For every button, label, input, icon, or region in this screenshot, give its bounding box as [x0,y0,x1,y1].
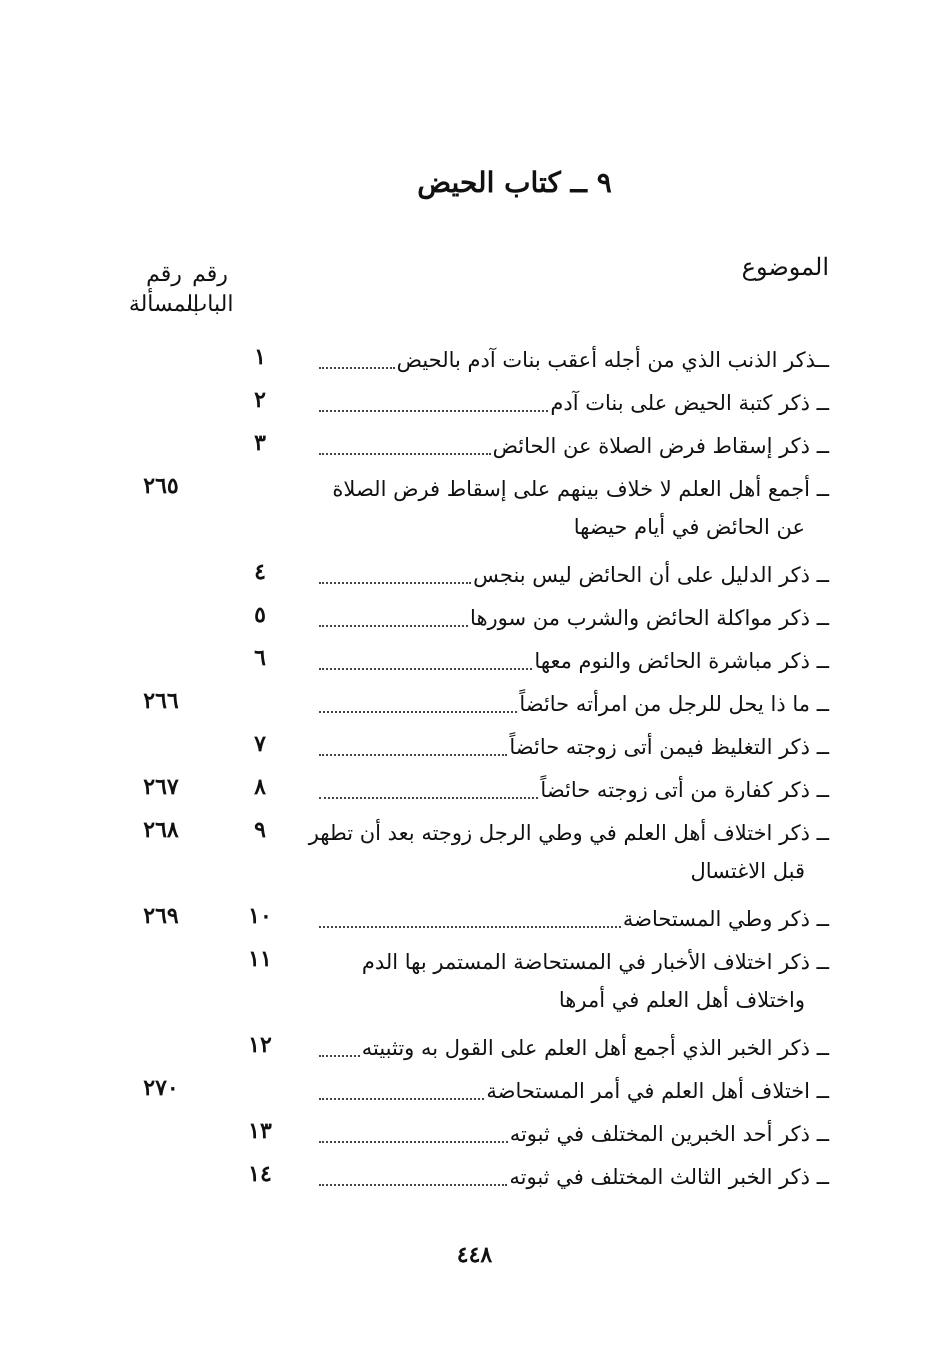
chapter-number: ٥ [254,602,266,628]
toc-row [0,637,949,680]
toc-list [0,336,949,1196]
issue-number: ٢٧٠ [143,1075,179,1101]
chapter-number: ١٢ [248,1032,272,1058]
issue-number: ٢٦٩ [143,903,179,929]
toc-topic-text: ــ ما ذا يحل للرجل من امرأته حائضاً [519,692,829,716]
page-number: ٤٤٨ [456,1242,493,1268]
toc-topic-text: ــ ذكر أحد الخبرين المختلف في ثبوته [509,1122,829,1146]
dot-leader [319,1141,508,1143]
column-header-chapter-number-line1: رقم [192,262,228,287]
dot-leader [319,582,471,584]
dot-leader [319,1055,360,1057]
toc-topic-text: ــ ذكر وطي المستحاضة [622,907,829,931]
toc-row [0,680,949,723]
toc-topic-text: ــ اختلاف أهل العلم في أمر المستحاضة [486,1079,829,1103]
toc-row [0,594,949,637]
toc-topic-line [319,594,829,637]
toc-row [0,336,949,379]
toc-topic-text: ــ ذكر الخبر الذي أجمع أهل العلم على القول به وتثبيته [361,1036,829,1060]
dot-leader [319,711,517,713]
toc-topic-line [319,1110,829,1153]
toc-topic-line [319,465,829,508]
toc-row [0,809,949,895]
toc-topic-line [319,336,829,379]
toc-row [0,465,949,551]
chapter-number: ١٣ [248,1118,272,1144]
toc-row [0,1110,949,1153]
toc-topic-text: ــذكر الذنب الذي من أجله أعقب بنات آدم بالحيض [396,348,829,372]
chapter-number: ١١ [248,946,272,972]
toc-topic-text: ــ ذكر كفارة من أتى زوجته حائضاً [540,778,829,802]
column-header-issue-number-line1: رقم [146,262,182,287]
chapter-number: ٤ [254,559,266,585]
chapter-number: ١ [254,344,266,370]
toc-topic-continuation: قبل الاغتسال [690,859,805,883]
issue-number: ٢٦٧ [143,774,179,800]
dot-leader [319,797,538,799]
column-header-issue-number [119,260,209,320]
toc-topic-line [319,637,829,680]
toc-row [0,1067,949,1110]
toc-row [0,938,949,1024]
issue-number: ٢٦٦ [143,688,179,714]
toc-topic-text: ــ ذكر اختلاف أهل العلم في وطي الرجل زوجته بعد أن تطهر [308,821,829,845]
dot-leader [319,1184,507,1186]
chapter-number: ٣ [254,430,266,456]
toc-row [0,422,949,465]
toc-row [0,766,949,809]
column-header-topic: الموضوع [741,253,829,281]
toc-row [0,723,949,766]
toc-topic-text: ــ ذكر التغليظ فيمن أتى زوجته حائضاً [509,735,829,759]
issue-number: ٢٦٨ [143,817,179,843]
toc-topic-line [319,379,829,422]
toc-topic-line [319,766,829,809]
chapter-number: ٦ [254,645,266,671]
column-header-issue-number-line2: المسألة [128,292,200,317]
toc-topic-line [319,1067,829,1110]
dot-leader [319,410,548,412]
dot-leader [319,668,532,670]
toc-topic-line [319,938,829,981]
dot-leader [319,926,621,928]
toc-row [0,895,949,938]
toc-topic-text: ــ ذكر إسقاط فرض الصلاة عن الحائض [492,434,829,458]
toc-topic-line [308,809,829,852]
toc-topic-text: ــ ذكر مباشرة الحائض والنوم معها [534,649,829,673]
toc-topic-line [319,551,829,594]
toc-topic-text: ــ ذكر كتبة الحيض على بنات آدم [550,391,829,415]
toc-row [0,1024,949,1067]
chapter-title: ٩ ــ كتاب الحيض [417,166,612,199]
toc-topic-line [319,1153,829,1196]
toc-topic-line [319,1024,829,1067]
toc-topic-line [319,680,829,723]
toc-topic-text: ــ ذكر اختلاف الأخبار في المستحاضة المستمر بها الدم [361,950,829,974]
chapter-number: ١٤ [248,1161,272,1187]
chapter-number: ٧ [254,731,266,757]
dot-leader [319,367,395,369]
dot-leader [319,1098,484,1100]
chapter-number: ٨ [254,774,266,800]
toc-topic-line [319,723,829,766]
toc-row [0,379,949,422]
issue-number: ٢٦٥ [143,473,179,499]
dot-leader [319,754,507,756]
chapter-number: ١٠ [248,903,272,929]
toc-topic-line [319,895,829,938]
toc-topic-text: ــ ذكر مواكلة الحائض والشرب من سورها [470,606,829,630]
toc-row [0,1153,949,1196]
toc-topic-text: ــ ذكر الخبر الثالث المختلف في ثبوته [509,1165,829,1189]
toc-row [0,551,949,594]
toc-topic-continuation: عن الحائض في أيام حيضها [573,515,805,539]
toc-topic-text: ــ أجمع أهل العلم لا خلاف بينهم على إسقاط فرض الصلاة [332,477,829,501]
dot-leader [319,625,468,627]
chapter-number: ٩ [254,817,266,843]
toc-topic-line [319,422,829,465]
column-header-chapter-number-line2: الباب [186,292,234,317]
toc-topic-text: ــ ذكر الدليل على أن الحائض ليس بنجس [473,563,829,587]
toc-topic-continuation: واختلاف أهل العلم في أمرها [558,988,805,1012]
dot-leader [319,453,491,455]
chapter-number: ٢ [254,387,266,413]
